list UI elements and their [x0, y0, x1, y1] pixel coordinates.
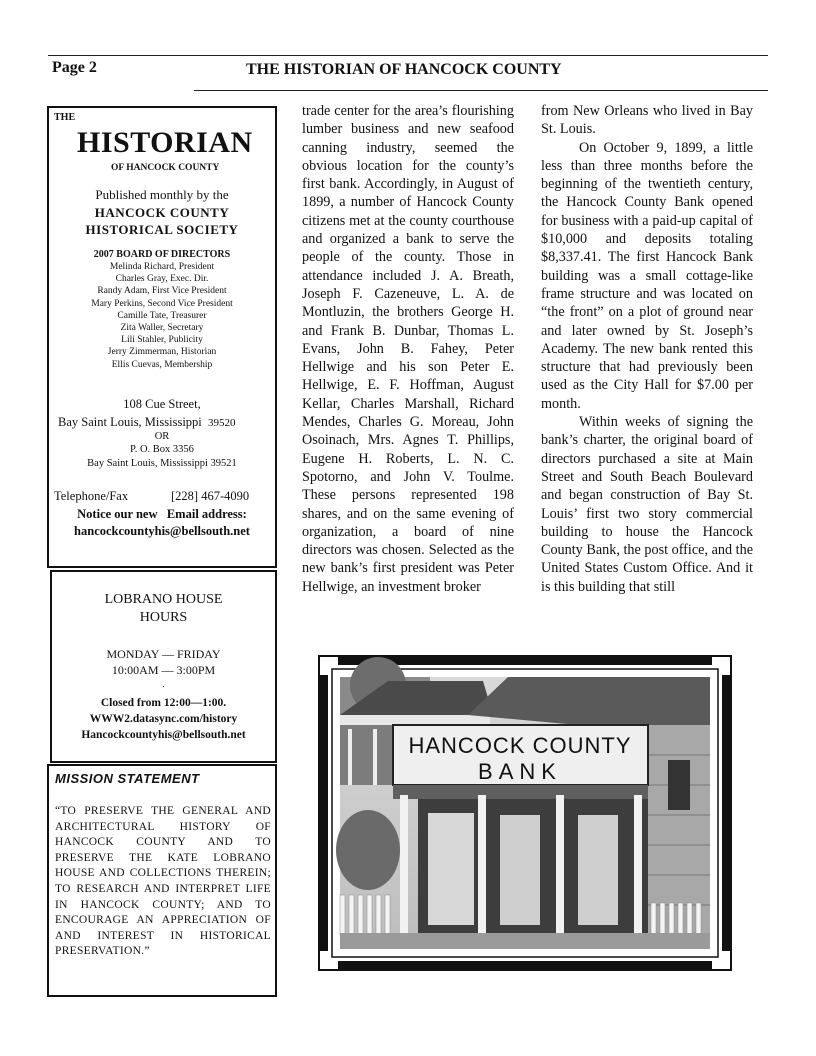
- address-or: OR: [154, 431, 170, 442]
- address-street: 108 Cue Street,: [123, 397, 201, 411]
- article-paragraph: trade center for the area’s flourishing lumber business and new seafood canning industry, seemed the obvious location for the county’s first bank. Accordingly, in August of 1899, a number of Hancock County citizens met at the county courthouse and organized a bank to serve the people of the county. Those in attendance included J. A. Breath, Joseph F. Cazeneuve, L. A. de Montluzin, the brothers George H. and Frank B. Dunbar, Thomas L. Evans, John B. Fahey, Peter Hellwige and his son Peter E. Hellwige, E. F. Hoffman, August Kellar, Charles Marshall, Richard Mendes, Charles G. Moreau, John Osoinach, Mrs. Agnes T. Phillips, Eugene H. Roberts, L. N. C. Spotorno, and John V. Toulme. These persons represented 198 shares, and on the same evening of organization, a board of nine directors was chosen. Selected as the new bank’s first president was Peter Hellwige, an investment broker: [302, 103, 514, 595]
- masthead-box: [47, 106, 277, 568]
- hours-box: [50, 570, 277, 763]
- hours-website: WWW2.datasync.com/history: [89, 713, 238, 725]
- hours-times: 10:00AM — 3:00PM: [111, 663, 216, 677]
- published-line: Published monthly by the: [95, 187, 229, 202]
- article-paragraph: Within weeks of signing the bank’s charter, the original board of directors purchased a site at Main Street and South Beach Boulevard and began construction of Bay St. Louis’ first two story commercial building to house the Hancock County Bank, the post office, and the United States Custom Office. And it is this building that still: [541, 414, 753, 595]
- board-member: Lili Stahler, Publicity: [121, 335, 203, 346]
- phone-number: [228] 467-4090: [171, 489, 250, 503]
- article-paragraph: On October 9, 1899, a little less than three months before the beginning of the twentieth century, the Hancock County Bank opened for business with a paid-up capital of $10,000 and deposits totaling $8,337.41. The first Hancock Bank building was a small cottage-like frame structure and was located on “the front” on a plot of ground near and later owned by St. Joseph’s Academy. The new bank rented this structure that had previously been used as the City Hall for $7.00 per month.: [541, 139, 753, 412]
- masthead-the: THE: [54, 112, 76, 123]
- board-member: Camille Tate, Treasurer: [117, 310, 207, 321]
- sign-line-1: HANCOCK COUNTY: [408, 733, 632, 758]
- running-title: THE HISTORIAN OF HANCOCK COUNTY: [246, 61, 562, 78]
- article-column-2: [541, 102, 753, 596]
- address-city: Bay Saint Louis, Mississippi 39520: [58, 415, 236, 429]
- mission-title: MISSION STATEMENT: [55, 771, 200, 786]
- board-member: Mary Perkins, Second Vice President: [91, 298, 233, 309]
- hours-closed: Closed from 12:00—1:00.: [100, 697, 227, 709]
- article-paragraph: from New Orleans who lived in Bay St. Louis.: [541, 103, 753, 138]
- mission-box: [47, 764, 277, 997]
- hours-title: LOBRANO HOUSE HOURS: [104, 592, 223, 625]
- board-member: Jerry Zimmerman, Historian: [107, 347, 217, 358]
- sign-line-2: BANK: [478, 759, 562, 784]
- header-bottom-rule: [194, 90, 768, 91]
- board-member: Randy Adam, First Vice President: [97, 286, 227, 297]
- society-line1: HANCOCK COUNTY: [94, 205, 230, 220]
- hours-days: MONDAY — FRIDAY: [106, 647, 221, 661]
- address-city2: Bay Saint Louis, Mississippi 39521: [87, 458, 237, 469]
- email-address: hancockcountyhis@bellsouth.net: [74, 524, 250, 538]
- board-member: Ellis Cuevas, Membership: [111, 359, 213, 370]
- header-top-rule: [48, 55, 768, 56]
- address-po-box: P. O. Box 3356: [130, 444, 194, 455]
- board-list: [49, 261, 275, 371]
- hours-dot: .: [162, 679, 165, 689]
- mission-text: “TO PRESERVE THE GENERAL AND ARCHITECTURAL HISTORY OF HANCOCK COUNTY AND TO PRESERVE THE KATE LOBRANO HOUSE AND COLLECTIONS THEREIN; TO RESEARCH AND INTERPRET LIFE IN HANCOCK COUNTY; AND TO ENCOURAGE AN APPRECIATION OF AND INTEREST IN HISTORICAL PRESERVATION.”: [55, 805, 271, 958]
- photo-frame: [318, 655, 732, 971]
- society-line2: HISTORICAL SOCIETY: [85, 222, 239, 237]
- phone-label: Telephone/Fax: [54, 489, 129, 503]
- masthead-title: HISTORIAN: [77, 126, 253, 159]
- email-notice: Notice our new Email address:: [77, 507, 247, 521]
- board-member: Charles Gray, Exec. Dir.: [115, 274, 209, 285]
- board-member: Zita Waller, Secretary: [120, 323, 204, 334]
- bank-photo: [318, 655, 732, 971]
- masthead-subtitle: OF HANCOCK COUNTY: [111, 163, 220, 173]
- board-member: Melinda Richard, President: [109, 262, 215, 272]
- board-heading: 2007 BOARD OF DIRECTORS: [93, 249, 231, 260]
- hours-email: Hancockcountyhis@bellsouth.net: [81, 729, 246, 741]
- page-label: Page 2: [52, 59, 97, 76]
- article-column-1: [302, 102, 514, 596]
